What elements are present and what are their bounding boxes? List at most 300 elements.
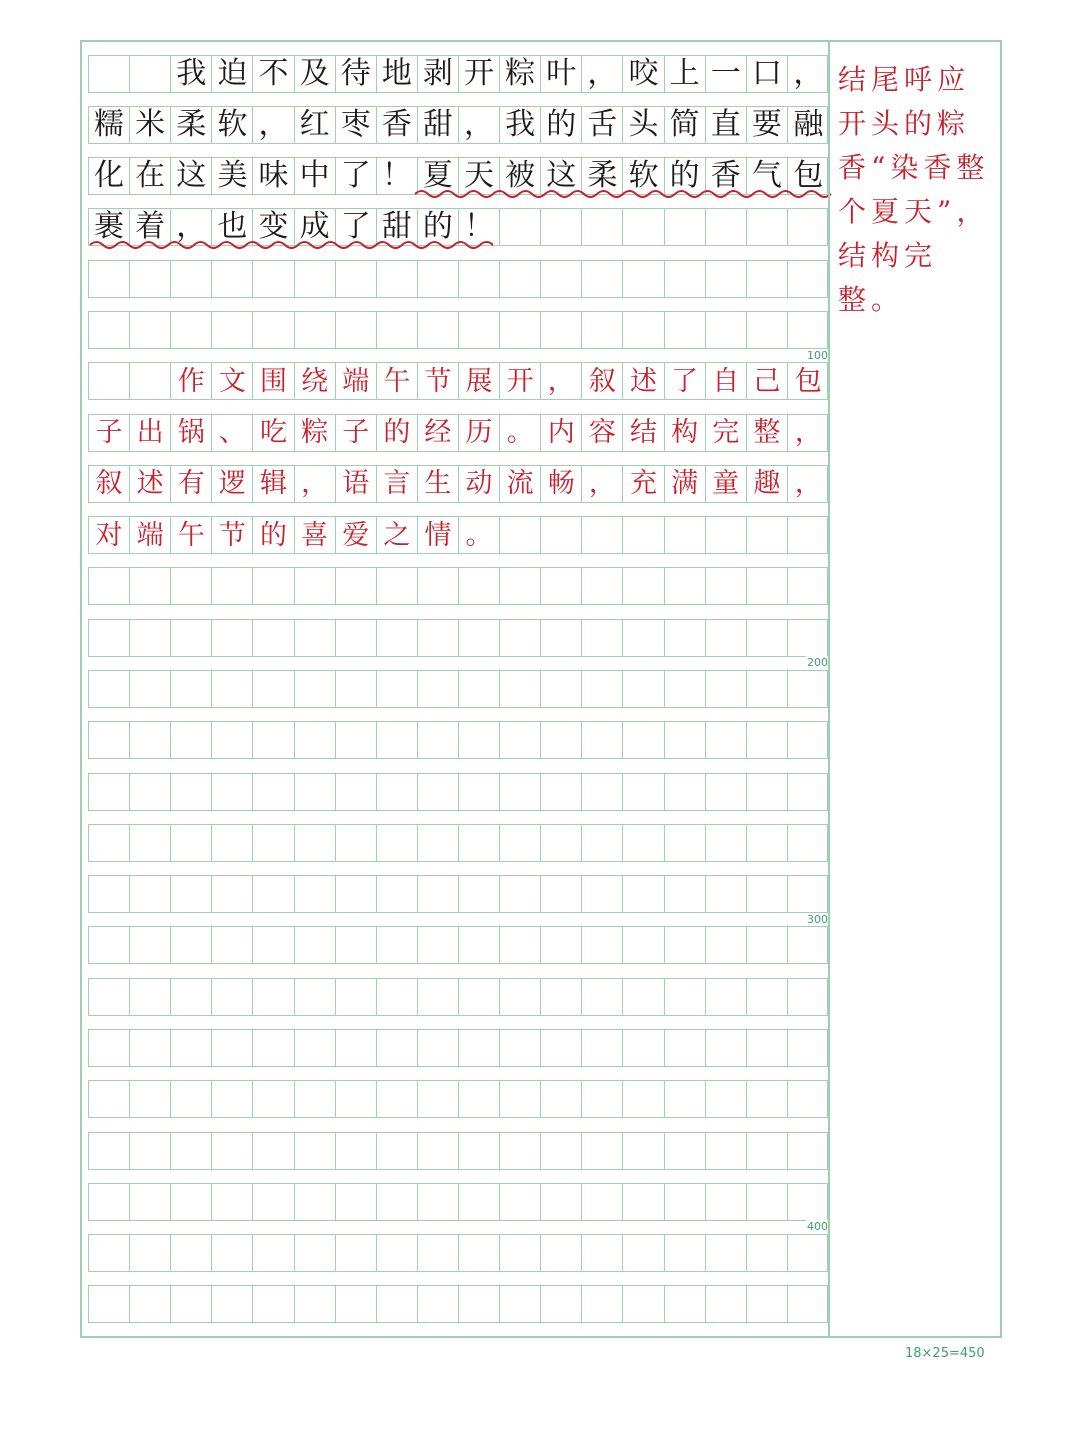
grid-cell bbox=[747, 261, 788, 297]
grid-cell bbox=[171, 979, 212, 1015]
essay-line bbox=[88, 157, 828, 195]
grid-cell: 夏 bbox=[418, 158, 459, 194]
grid-cell bbox=[212, 876, 253, 912]
grid-cell bbox=[130, 927, 171, 963]
grid-cell bbox=[336, 1235, 377, 1271]
grid-cell bbox=[89, 56, 130, 92]
grid-cell bbox=[336, 1030, 377, 1066]
grid-row bbox=[88, 926, 828, 964]
grid-cell bbox=[665, 209, 706, 245]
grid-cell bbox=[665, 568, 706, 604]
grid-cell bbox=[295, 876, 336, 912]
grid-cell bbox=[665, 620, 706, 656]
grid-cell: 我 bbox=[500, 107, 541, 143]
grid-cell bbox=[171, 876, 212, 912]
grid-cell bbox=[623, 825, 664, 861]
grid-cell bbox=[582, 1235, 623, 1271]
grid-cell bbox=[377, 1235, 418, 1271]
grid-cell: 吃 bbox=[253, 415, 294, 451]
grid-cell bbox=[130, 671, 171, 707]
grid-cell bbox=[623, 1030, 664, 1066]
grid-cell bbox=[623, 722, 664, 758]
grid-cell: 柔 bbox=[171, 107, 212, 143]
grid-cell bbox=[747, 876, 788, 912]
grid-cell: 动 bbox=[459, 466, 500, 502]
grid-cell bbox=[541, 774, 582, 810]
grid-cell: 。 bbox=[500, 415, 541, 451]
grid-cell bbox=[89, 825, 130, 861]
grid-cell bbox=[130, 1081, 171, 1117]
grid-cell bbox=[706, 1133, 747, 1169]
grid-cell bbox=[582, 1133, 623, 1169]
grid-cell bbox=[459, 1286, 500, 1322]
grid-cell bbox=[747, 209, 788, 245]
grid-cell bbox=[336, 1184, 377, 1220]
margin-column bbox=[828, 42, 1000, 1336]
grid-cell bbox=[89, 1286, 130, 1322]
grid-cell bbox=[130, 722, 171, 758]
grid-cell bbox=[253, 620, 294, 656]
grid-cell bbox=[418, 774, 459, 810]
grid-cell bbox=[171, 671, 212, 707]
grid-cell bbox=[171, 261, 212, 297]
grid-cell bbox=[295, 722, 336, 758]
grid-cell: 内 bbox=[541, 415, 582, 451]
grid-cell bbox=[377, 1184, 418, 1220]
grid-cell bbox=[130, 1235, 171, 1271]
grid-cell bbox=[418, 671, 459, 707]
grid-cell: 香 bbox=[706, 158, 747, 194]
grid-cell bbox=[459, 1133, 500, 1169]
grid-cell bbox=[500, 209, 541, 245]
grid-cell: 糯 bbox=[89, 107, 130, 143]
grid-cell: ， bbox=[794, 417, 822, 449]
grid-cell bbox=[295, 671, 336, 707]
grid-cell bbox=[788, 1184, 829, 1220]
grid-cell: 要 bbox=[747, 107, 788, 143]
grid-cell bbox=[336, 979, 377, 1015]
grid-cell bbox=[336, 722, 377, 758]
grid-cell bbox=[541, 979, 582, 1015]
grid-cell: 我 bbox=[171, 56, 212, 92]
grid-cell: 待 bbox=[336, 56, 377, 92]
grid-cell: 香 bbox=[377, 107, 418, 143]
grid-cell bbox=[665, 979, 706, 1015]
grid-cell: 口 bbox=[747, 56, 788, 92]
grid-cell bbox=[582, 568, 623, 604]
grid-cell: 在 bbox=[130, 158, 171, 194]
grid-cell bbox=[253, 876, 294, 912]
grid-cell bbox=[212, 722, 253, 758]
grid-cell: 的 bbox=[665, 158, 706, 194]
grid-cell bbox=[541, 517, 582, 553]
grid-cell: 软 bbox=[212, 107, 253, 143]
grid-cell: 的 bbox=[541, 107, 582, 143]
grid-cell bbox=[541, 1081, 582, 1117]
grid-cell bbox=[788, 722, 829, 758]
grid-cell: ， bbox=[459, 107, 500, 143]
grid-cell bbox=[336, 620, 377, 656]
grid-cell: 的 bbox=[377, 415, 418, 451]
grid-cell bbox=[623, 1286, 664, 1322]
grid-cell bbox=[253, 1286, 294, 1322]
grid-cell bbox=[747, 620, 788, 656]
grid-cell bbox=[623, 209, 664, 245]
grid-cell bbox=[541, 927, 582, 963]
grid-cell: 成 bbox=[295, 209, 336, 245]
grid-cell: 也 bbox=[212, 209, 253, 245]
grid-cell bbox=[253, 979, 294, 1015]
grid-cell bbox=[665, 1286, 706, 1322]
grid-cell bbox=[665, 671, 706, 707]
grid-cell bbox=[130, 56, 171, 92]
grid-cell bbox=[336, 312, 377, 348]
grid-cell: 作 bbox=[171, 363, 212, 399]
grid-cell bbox=[212, 1184, 253, 1220]
grid-cell: 言 bbox=[377, 466, 418, 502]
grid-cell: 了 bbox=[336, 209, 377, 245]
grid-cell bbox=[89, 363, 130, 399]
grid-cell: 结 bbox=[623, 415, 664, 451]
grid-cell: 气 bbox=[747, 158, 788, 194]
grid-cell bbox=[582, 774, 623, 810]
grid-cell: 述 bbox=[623, 363, 664, 399]
grid-cell bbox=[541, 620, 582, 656]
grid-cell bbox=[171, 927, 212, 963]
grid-cell bbox=[171, 1235, 212, 1271]
grid-cell bbox=[212, 979, 253, 1015]
grid-cell: 开 bbox=[500, 363, 541, 399]
grid-cell: 述 bbox=[130, 466, 171, 502]
grid-cell bbox=[541, 1030, 582, 1066]
grid-cell bbox=[623, 517, 664, 553]
word-count-mark: 100 bbox=[807, 348, 828, 362]
grid-cell bbox=[130, 979, 171, 1015]
grid-cell bbox=[706, 774, 747, 810]
grid-cell: 上 bbox=[665, 56, 706, 92]
grid-cell bbox=[500, 261, 541, 297]
grid-cell: 头 bbox=[623, 107, 664, 143]
grid-cell: 经 bbox=[418, 415, 459, 451]
grid-cell bbox=[623, 774, 664, 810]
essay-line bbox=[88, 55, 828, 93]
grid-cell: 爱 bbox=[336, 517, 377, 553]
grid-cell bbox=[788, 825, 829, 861]
grid-cell bbox=[706, 1286, 747, 1322]
grid-cell bbox=[459, 261, 500, 297]
grid-cell: 端 bbox=[130, 517, 171, 553]
grid-cell bbox=[706, 927, 747, 963]
grid-cell bbox=[747, 927, 788, 963]
grid-cell: 叙 bbox=[582, 363, 623, 399]
grid-cell bbox=[130, 825, 171, 861]
grid-cell: 剥 bbox=[418, 56, 459, 92]
grid-cell: 子 bbox=[336, 415, 377, 451]
grid-cell bbox=[788, 1235, 829, 1271]
grid-cell bbox=[788, 620, 829, 656]
grid-cell bbox=[253, 1030, 294, 1066]
grid-cell bbox=[541, 722, 582, 758]
grid-cell: 不 bbox=[253, 56, 294, 92]
grid-cell: ， bbox=[541, 363, 582, 399]
grid-cell: ， bbox=[794, 468, 822, 500]
grid-cell bbox=[130, 876, 171, 912]
grid-cell bbox=[541, 1133, 582, 1169]
grid-cell: 出 bbox=[130, 415, 171, 451]
grid-cell bbox=[500, 927, 541, 963]
grid-cell bbox=[541, 312, 582, 348]
grid-cell bbox=[706, 722, 747, 758]
grid-cell bbox=[418, 927, 459, 963]
grid-cell bbox=[500, 825, 541, 861]
grid-cell bbox=[788, 979, 829, 1015]
grid-cell bbox=[459, 671, 500, 707]
grid-cell bbox=[582, 1081, 623, 1117]
grid-cell bbox=[623, 1081, 664, 1117]
grid-cell bbox=[788, 209, 829, 245]
grid-cell: 甜 bbox=[377, 209, 418, 245]
grid-cell: 趣 bbox=[747, 466, 788, 502]
grid-cell: 粽 bbox=[295, 415, 336, 451]
grid-row bbox=[88, 619, 828, 657]
teacher-comment-line bbox=[88, 414, 828, 452]
grid-cell bbox=[212, 825, 253, 861]
grid-cell bbox=[788, 774, 829, 810]
grid-cell bbox=[582, 312, 623, 348]
grid-cell bbox=[459, 774, 500, 810]
grid-cell bbox=[459, 312, 500, 348]
grid-cell bbox=[541, 1286, 582, 1322]
grid-cell bbox=[665, 517, 706, 553]
grid-cell bbox=[212, 261, 253, 297]
grid-cell bbox=[418, 568, 459, 604]
grid-cell bbox=[130, 1286, 171, 1322]
grid-cell bbox=[541, 209, 582, 245]
grid-cell bbox=[336, 876, 377, 912]
grid-cell bbox=[500, 1235, 541, 1271]
word-count-mark: 300 bbox=[807, 912, 828, 926]
grid-cell: 枣 bbox=[336, 107, 377, 143]
grid-cell bbox=[623, 620, 664, 656]
grid-cell bbox=[582, 825, 623, 861]
grid-row bbox=[88, 978, 828, 1016]
grid-row bbox=[88, 824, 828, 862]
grid-cell bbox=[788, 671, 829, 707]
grid-row bbox=[88, 1183, 828, 1221]
grid-cell bbox=[336, 825, 377, 861]
grid-cell bbox=[747, 1030, 788, 1066]
grid-cell: 节 bbox=[212, 517, 253, 553]
grid-cell: 流 bbox=[500, 466, 541, 502]
grid-cell bbox=[665, 1133, 706, 1169]
grid-cell bbox=[377, 876, 418, 912]
grid-cell: ， bbox=[253, 107, 294, 143]
teacher-comment-line bbox=[88, 362, 828, 400]
grid-cell bbox=[665, 774, 706, 810]
grid-row bbox=[88, 721, 828, 759]
grid-cell bbox=[747, 1235, 788, 1271]
grid-cell: 午 bbox=[377, 363, 418, 399]
grid-cell bbox=[130, 363, 171, 399]
grid-cell bbox=[459, 1235, 500, 1271]
grid-cell: 自 bbox=[706, 363, 747, 399]
grid-cell bbox=[623, 1133, 664, 1169]
grid-cell bbox=[418, 722, 459, 758]
grid-cell bbox=[582, 209, 623, 245]
grid-cell bbox=[377, 312, 418, 348]
grid-cell: 对 bbox=[89, 517, 130, 553]
grid-cell bbox=[706, 1184, 747, 1220]
grid-cell bbox=[130, 568, 171, 604]
grid-cell bbox=[706, 825, 747, 861]
grid-cell bbox=[459, 620, 500, 656]
grid-cell bbox=[706, 620, 747, 656]
grid-cell: 容 bbox=[582, 415, 623, 451]
grid-cell bbox=[377, 1286, 418, 1322]
writing-grid bbox=[88, 48, 828, 1330]
grid-cell: 满 bbox=[665, 466, 706, 502]
grid-cell bbox=[459, 979, 500, 1015]
grid-cell bbox=[295, 825, 336, 861]
grid-cell bbox=[89, 1235, 130, 1271]
grid-cell bbox=[377, 620, 418, 656]
grid-cell bbox=[747, 671, 788, 707]
grid-cell: ， bbox=[171, 209, 212, 245]
grid-cell bbox=[253, 927, 294, 963]
grid-cell: 之 bbox=[377, 517, 418, 553]
grid-cell bbox=[377, 261, 418, 297]
grid-cell bbox=[253, 1184, 294, 1220]
grid-cell bbox=[171, 1184, 212, 1220]
grid-cell bbox=[377, 722, 418, 758]
grid-cell bbox=[89, 1133, 130, 1169]
grid-cell bbox=[418, 1081, 459, 1117]
grid-cell: 围 bbox=[253, 363, 294, 399]
grid-cell bbox=[459, 876, 500, 912]
paper-spec-label: 18×25=450 bbox=[905, 1346, 985, 1361]
grid-cell: 化 bbox=[89, 158, 130, 194]
teacher-comment-line bbox=[88, 465, 828, 503]
grid-row bbox=[88, 1080, 828, 1118]
grid-cell bbox=[253, 312, 294, 348]
grid-cell bbox=[500, 722, 541, 758]
grid-cell bbox=[582, 671, 623, 707]
grid-cell bbox=[541, 1184, 582, 1220]
grid-cell bbox=[377, 774, 418, 810]
grid-cell: 迫 bbox=[212, 56, 253, 92]
grid-cell bbox=[130, 774, 171, 810]
grid-cell bbox=[706, 1030, 747, 1066]
grid-cell bbox=[706, 671, 747, 707]
grid-cell bbox=[788, 517, 829, 553]
grid-cell: 叙 bbox=[89, 466, 130, 502]
grid-cell: 完 bbox=[706, 415, 747, 451]
grid-cell bbox=[295, 774, 336, 810]
grid-cell bbox=[253, 568, 294, 604]
grid-cell bbox=[706, 568, 747, 604]
grid-cell bbox=[212, 568, 253, 604]
grid-cell: 辑 bbox=[253, 466, 294, 502]
grid-cell bbox=[623, 312, 664, 348]
grid-cell: 构 bbox=[665, 415, 706, 451]
grid-cell bbox=[418, 620, 459, 656]
grid-cell bbox=[171, 774, 212, 810]
grid-cell bbox=[582, 927, 623, 963]
word-count-mark: 200 bbox=[807, 656, 828, 670]
grid-cell bbox=[418, 1133, 459, 1169]
grid-cell bbox=[336, 774, 377, 810]
grid-cell bbox=[171, 620, 212, 656]
grid-cell bbox=[336, 1133, 377, 1169]
grid-cell bbox=[788, 876, 829, 912]
grid-cell bbox=[253, 1081, 294, 1117]
grid-cell bbox=[706, 1235, 747, 1271]
grid-cell: 变 bbox=[253, 209, 294, 245]
grid-cell bbox=[89, 979, 130, 1015]
grid-cell bbox=[665, 927, 706, 963]
grid-cell bbox=[253, 671, 294, 707]
grid-row bbox=[88, 1234, 828, 1272]
grid-cell bbox=[212, 671, 253, 707]
grid-cell: 简 bbox=[665, 107, 706, 143]
grid-cell: 整 bbox=[747, 415, 788, 451]
grid-cell bbox=[89, 312, 130, 348]
grid-cell: ！ bbox=[377, 158, 418, 194]
grid-cell bbox=[171, 825, 212, 861]
grid-cell bbox=[253, 1235, 294, 1271]
grid-cell bbox=[582, 620, 623, 656]
grid-cell bbox=[89, 671, 130, 707]
grid-cell bbox=[295, 1286, 336, 1322]
grid-cell: 子 bbox=[89, 415, 130, 451]
grid-cell bbox=[418, 1184, 459, 1220]
grid-cell bbox=[295, 568, 336, 604]
grid-cell bbox=[788, 312, 829, 348]
grid-cell bbox=[500, 517, 541, 553]
grid-cell bbox=[418, 312, 459, 348]
grid-row bbox=[88, 773, 828, 811]
grid-cell bbox=[418, 1235, 459, 1271]
grid-cell bbox=[623, 927, 664, 963]
grid-cell bbox=[377, 979, 418, 1015]
grid-cell: ， bbox=[295, 466, 336, 502]
grid-cell bbox=[500, 979, 541, 1015]
grid-cell bbox=[623, 1184, 664, 1220]
grid-cell bbox=[706, 209, 747, 245]
grid-cell bbox=[130, 1184, 171, 1220]
essay-line bbox=[88, 208, 828, 246]
grid-cell bbox=[582, 517, 623, 553]
grid-cell bbox=[418, 825, 459, 861]
grid-cell bbox=[623, 261, 664, 297]
grid-row bbox=[88, 670, 828, 708]
grid-cell bbox=[459, 1030, 500, 1066]
grid-cell: 端 bbox=[336, 363, 377, 399]
grid-cell bbox=[706, 261, 747, 297]
grid-cell bbox=[747, 1184, 788, 1220]
grid-cell: 直 bbox=[706, 107, 747, 143]
grid-cell bbox=[706, 312, 747, 348]
grid-cell bbox=[623, 979, 664, 1015]
grid-cell bbox=[500, 568, 541, 604]
grid-cell: 历 bbox=[459, 415, 500, 451]
grid-cell bbox=[747, 1133, 788, 1169]
grid-cell bbox=[706, 876, 747, 912]
word-count-mark: 400 bbox=[807, 1220, 828, 1234]
grid-cell bbox=[500, 1030, 541, 1066]
grid-cell bbox=[336, 1286, 377, 1322]
grid-row bbox=[88, 875, 828, 913]
